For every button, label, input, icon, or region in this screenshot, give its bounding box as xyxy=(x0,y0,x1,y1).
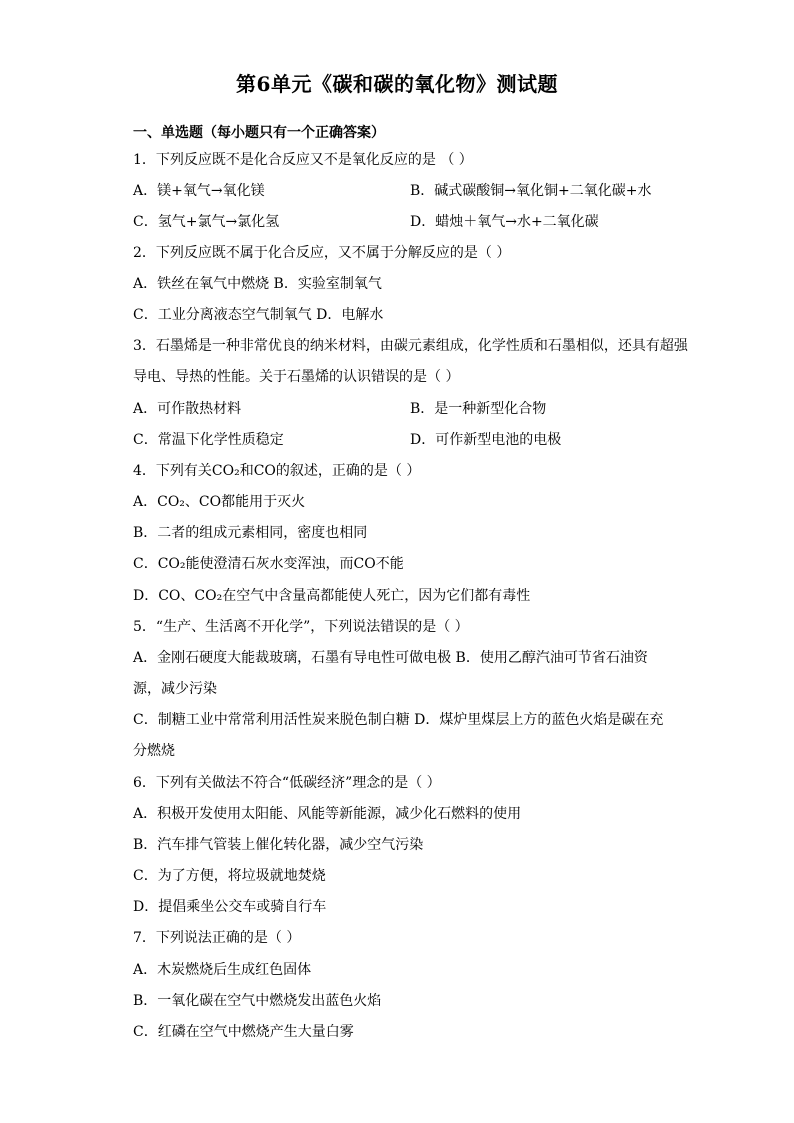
question-1-option-b: B．碱式碳酸铜→氧化铜+二氧化碳+水 xyxy=(410,183,652,199)
section-heading: 一、单选题（每小题只有一个正确答案） xyxy=(133,125,385,141)
question-6-option-c: C．为了方便，将垃圾就地焚烧 xyxy=(133,868,326,884)
question-3-option-a: A．可作散热材料 xyxy=(133,401,242,417)
question-4-stem: 4．下列有关CO₂和CO的叙述，正确的是（ ） xyxy=(133,463,421,479)
question-5-stem: 5．“生产、生活离不开化学”，下列说法错误的是（ ） xyxy=(133,619,469,635)
question-3-stem-line-1: 3．石墨烯是一种非常优良的纳米材料，由碳元素组成，化学性质和石墨相似，还具有超强 xyxy=(133,338,688,354)
question-6-option-b: B．汽车排气管装上催化转化器，减少空气污染 xyxy=(133,837,424,853)
question-4-option-c: C．CO₂能使澄清石灰水变浑浊，而CO不能 xyxy=(133,556,404,572)
question-2-options-cd: C．工业分离液态空气制氧气 D．电解水 xyxy=(133,307,384,323)
question-7-stem: 7．下列说法正确的是（ ） xyxy=(133,930,301,946)
question-1-option-c: C．氢气+氯气→氯化氢 xyxy=(133,214,280,230)
question-7-option-a: A．木炭燃烧后生成红色固体 xyxy=(133,962,312,978)
question-4-option-b: B．二者的组成元素相同，密度也相同 xyxy=(133,525,368,541)
question-3-option-c: C．常温下化学性质稳定 xyxy=(133,432,284,448)
page-title: 第6单元《碳和碳的氧化物》测试题 xyxy=(236,72,558,96)
question-4-option-d: D．CO、CO₂在空气中含量高都能使人死亡，因为它们都有毒性 xyxy=(133,588,531,604)
question-5-options-ab-line-2: 源，减少污染 xyxy=(133,681,217,697)
question-3-option-d: D．可作新型电池的电极 xyxy=(410,432,562,448)
question-6-stem: 6．下列有关做法不符合“低碳经济”理念的是（ ） xyxy=(133,775,441,791)
question-1-option-a: A．镁+氧气→氧化镁 xyxy=(133,183,265,199)
question-5-options-cd-line-2: 分燃烧 xyxy=(133,743,175,759)
question-2-stem: 2．下列反应既不属于化合反应，又不属于分解反应的是（ ） xyxy=(133,245,511,261)
question-7-option-b: B．一氧化碳在空气中燃烧发出蓝色火焰 xyxy=(133,993,382,1009)
question-6-option-a: A．积极开发使用太阳能、风能等新能源，减少化石燃料的使用 xyxy=(133,806,522,822)
question-1-stem: 1．下列反应既不是化合反应又不是氧化反应的是 （ ） xyxy=(133,152,473,168)
question-3-option-b: B．是一种新型化合物 xyxy=(410,401,547,417)
question-4-option-a: A．CO₂、CO都能用于灭火 xyxy=(133,494,306,510)
question-6-option-d: D．提倡乘坐公交车或骑自行车 xyxy=(133,899,327,915)
question-7-option-c: C．红磷在空气中燃烧产生大量白雾 xyxy=(133,1024,354,1040)
question-2-options-ab: A．铁丝在氧气中燃烧 B．实验室制氧气 xyxy=(133,276,382,292)
question-5-options-cd-line-1: C．制糖工业中常常利用活性炭来脱色制白糖 D．煤炉里煤层上方的蓝色火焰是碳在充 xyxy=(133,712,664,728)
question-3-stem-line-2: 导电、导热的性能。关于石墨烯的认识错误的是（ ） xyxy=(133,369,460,385)
question-5-options-ab-line-1: A．金刚石硬度大能裁玻璃，石墨有导电性可做电极 B．使用乙醇汽油可节省石油资 xyxy=(133,650,648,666)
question-1-option-d: D．蜡烛＋氧气→水+二氧化碳 xyxy=(410,214,599,230)
